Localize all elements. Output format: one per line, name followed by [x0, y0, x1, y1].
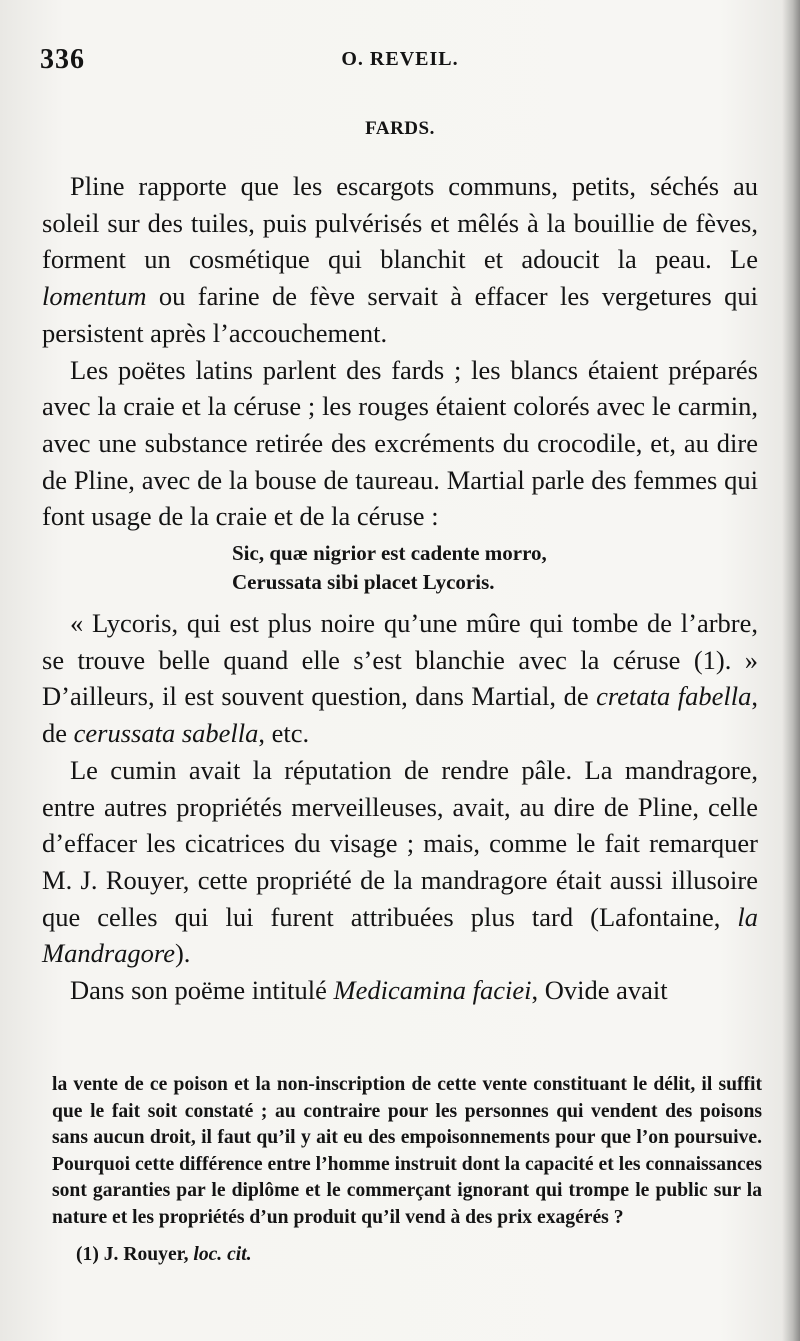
emphasis-cretata: cretata fabella: [596, 681, 752, 712]
paragraph-4: Le cumin avait la réputation de rendre pâle. La mandragore, entre autres propriétés merveilleuses, avait, au dire de Pline, celle d’effacer les cicatrices du visage ; mais, comme le fait remarquer M. J. Rouyer, cette propriété de la mandragore était aussi illusoire que celles qui lui furent attribuées plus tard (Lafontaine, la Mandragore).: [42, 754, 758, 969]
footnote-continued: la vente de ce poison et la non-inscription de cette vente constituant le délit, il suffit que le fait soit constaté ; au contraire pour les personnes qui vendent des poisons sans aucun droit, il faut qu’il y ait eu des empoisonnements pour que l’on poursuive. Pourquoi cette différence entre l’homme instruit dont la capacité et les connaissances sont garanties par le diplôme et le commerçant ignorant qui trompe le public sur la nature et les propriétés d’un produit qu’il vend à des prix exagérés ?: [52, 1074, 762, 1228]
body-text: [42, 168, 758, 1009]
paragraph-3: « Lycoris, qui est plus noire qu’une mûre qui tombe de l’arbre, se trouve belle quand elle s’est blanchie avec la céruse (1). » D’ailleurs, il est souvent question, dans Martial, de cretata fabella, de cerussata sabella, etc.: [42, 608, 758, 749]
section-title: FARDS.: [365, 118, 435, 139]
emphasis-medicamina: Medicamina faciei: [333, 975, 532, 1006]
page-header: [40, 44, 760, 80]
running-head: O. REVEIL.: [341, 48, 459, 70]
emphasis-cerussata: cerussata sabella: [73, 718, 259, 749]
paragraph-2: Les poëtes latins parlent des fards ; les blancs étaient préparés avec la craie et la céruse ; les rouges étaient colorés avec le carmin, avec une substance retirée des excréments du crocodile, et, au dire de Pline, avec de la bouse de taureau. Martial parle des femmes qui font usage de la craie et de la céruse :: [42, 354, 758, 532]
page-number: 336: [40, 44, 85, 75]
footnotes: [52, 1072, 762, 1268]
footnote-1: (1) J. Rouyer, loc. cit.: [76, 1243, 252, 1265]
emphasis-mandragore: la Mandragore: [42, 901, 758, 969]
emphasis-lomentum: lomentum: [42, 281, 147, 312]
verse-quote: [42, 539, 758, 597]
page-edge-shadow: [782, 0, 800, 1341]
paragraph-5: Dans son poëme intitulé Medicamina faciei, Ovide avait: [70, 975, 668, 1006]
emphasis-loc-cit: loc. cit.: [193, 1243, 252, 1265]
paragraph-1: Pline rapporte que les escargots communs, petits, séchés au soleil sur des tuiles, puis pulvérisés et mêlés à la bouillie de fèves, forment un cosmétique qui blanchit et adoucit la peau. Le lomentum ou farine de fève servait à effacer les vergetures qui persistent après l’accouchement.: [42, 171, 758, 348]
verse-line-1: Sic, quæ nigrior est cadente morro,: [232, 541, 547, 566]
verse-line-2: Cerussata sibi placet Lycoris.: [232, 570, 495, 595]
